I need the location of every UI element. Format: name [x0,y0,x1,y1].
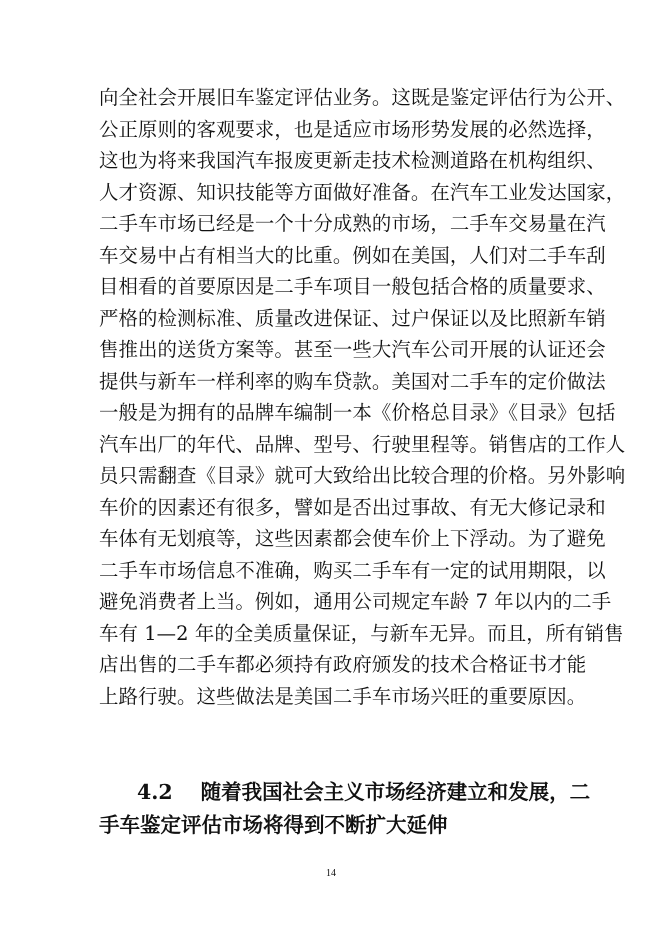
body-line: 人才资源、知识技能等方面做好准备。在汽车工业发达国家， [99,180,626,204]
body-line: 向全社会开展旧车鉴定评估业务。这既是鉴定评估行为公开、 [99,86,626,109]
section-number: 4.2 [137,780,173,804]
body-line: 这也为将来我国汽车报废更新走技术检测道路在机构组织、 [99,149,606,172]
heading-text-2: 手车鉴定评估市场将得到不断扩大延伸 [99,813,448,837]
body-line: 二手车市场已经是一个十分成熟的市场，二手车交易量在汽 [99,212,606,235]
body-line: 车体有无划痕等，这些因素都会使车价上下浮动。为了避免 [99,527,606,550]
body-line: 员只需翻查《目录》就可大致给出比较合理的价格。另外影响 [99,464,626,487]
body-line: 车有 1—2 年的全美质量保证，与新车无异。而且，所有销售 [99,621,624,645]
body-line: 提供与新车一样利率的购车贷款。美国对二手车的定价做法 [99,369,606,393]
page-number: 14 [326,868,336,879]
heading-text-1: 随着我国社会主义市场经济建立和发展，二 [200,780,591,804]
body-paragraph [99,82,626,712]
heading-line-1 [99,776,591,809]
body-line: 车价的因素还有很多，譬如是否出过事故、有无大修记录和 [99,495,606,519]
body-line: 目相看的首要原因是二手车项目一般包括合格的质量要求、 [99,275,606,298]
body-line: 二手车市场信息不准确，购买二手车有一定的试用期限，以 [99,558,606,582]
section-heading [99,776,591,842]
body-line: 上路行驶。这些做法是美国二手车市场兴旺的重要原因。 [99,684,587,708]
body-line: 严格的检测标准、质量改进保证、过户保证以及比照新车销 [99,306,606,330]
body-line: 避免消费者上当。例如，通用公司规定车龄 7 年以内的二手 [99,590,612,613]
body-line: 售推出的送货方案等。甚至一些大汽车公司开展的认证还会 [99,338,606,361]
body-line: 汽车出厂的年代、品牌、型号、行驶里程等。销售店的工作人 [99,432,626,456]
body-line: 一般是为拥有的品牌车编制一本《价格总目录》《目录》包括 [99,401,616,424]
body-line: 车交易中占有相当大的比重。例如在美国，人们对二手车刮 [99,243,606,267]
body-line: 公正原则的客观要求，也是适应市场形势发展的必然选择， [99,117,606,141]
body-line: 店出售的二手车都必须持有政府颁发的技术合格证书才能 [99,653,587,676]
